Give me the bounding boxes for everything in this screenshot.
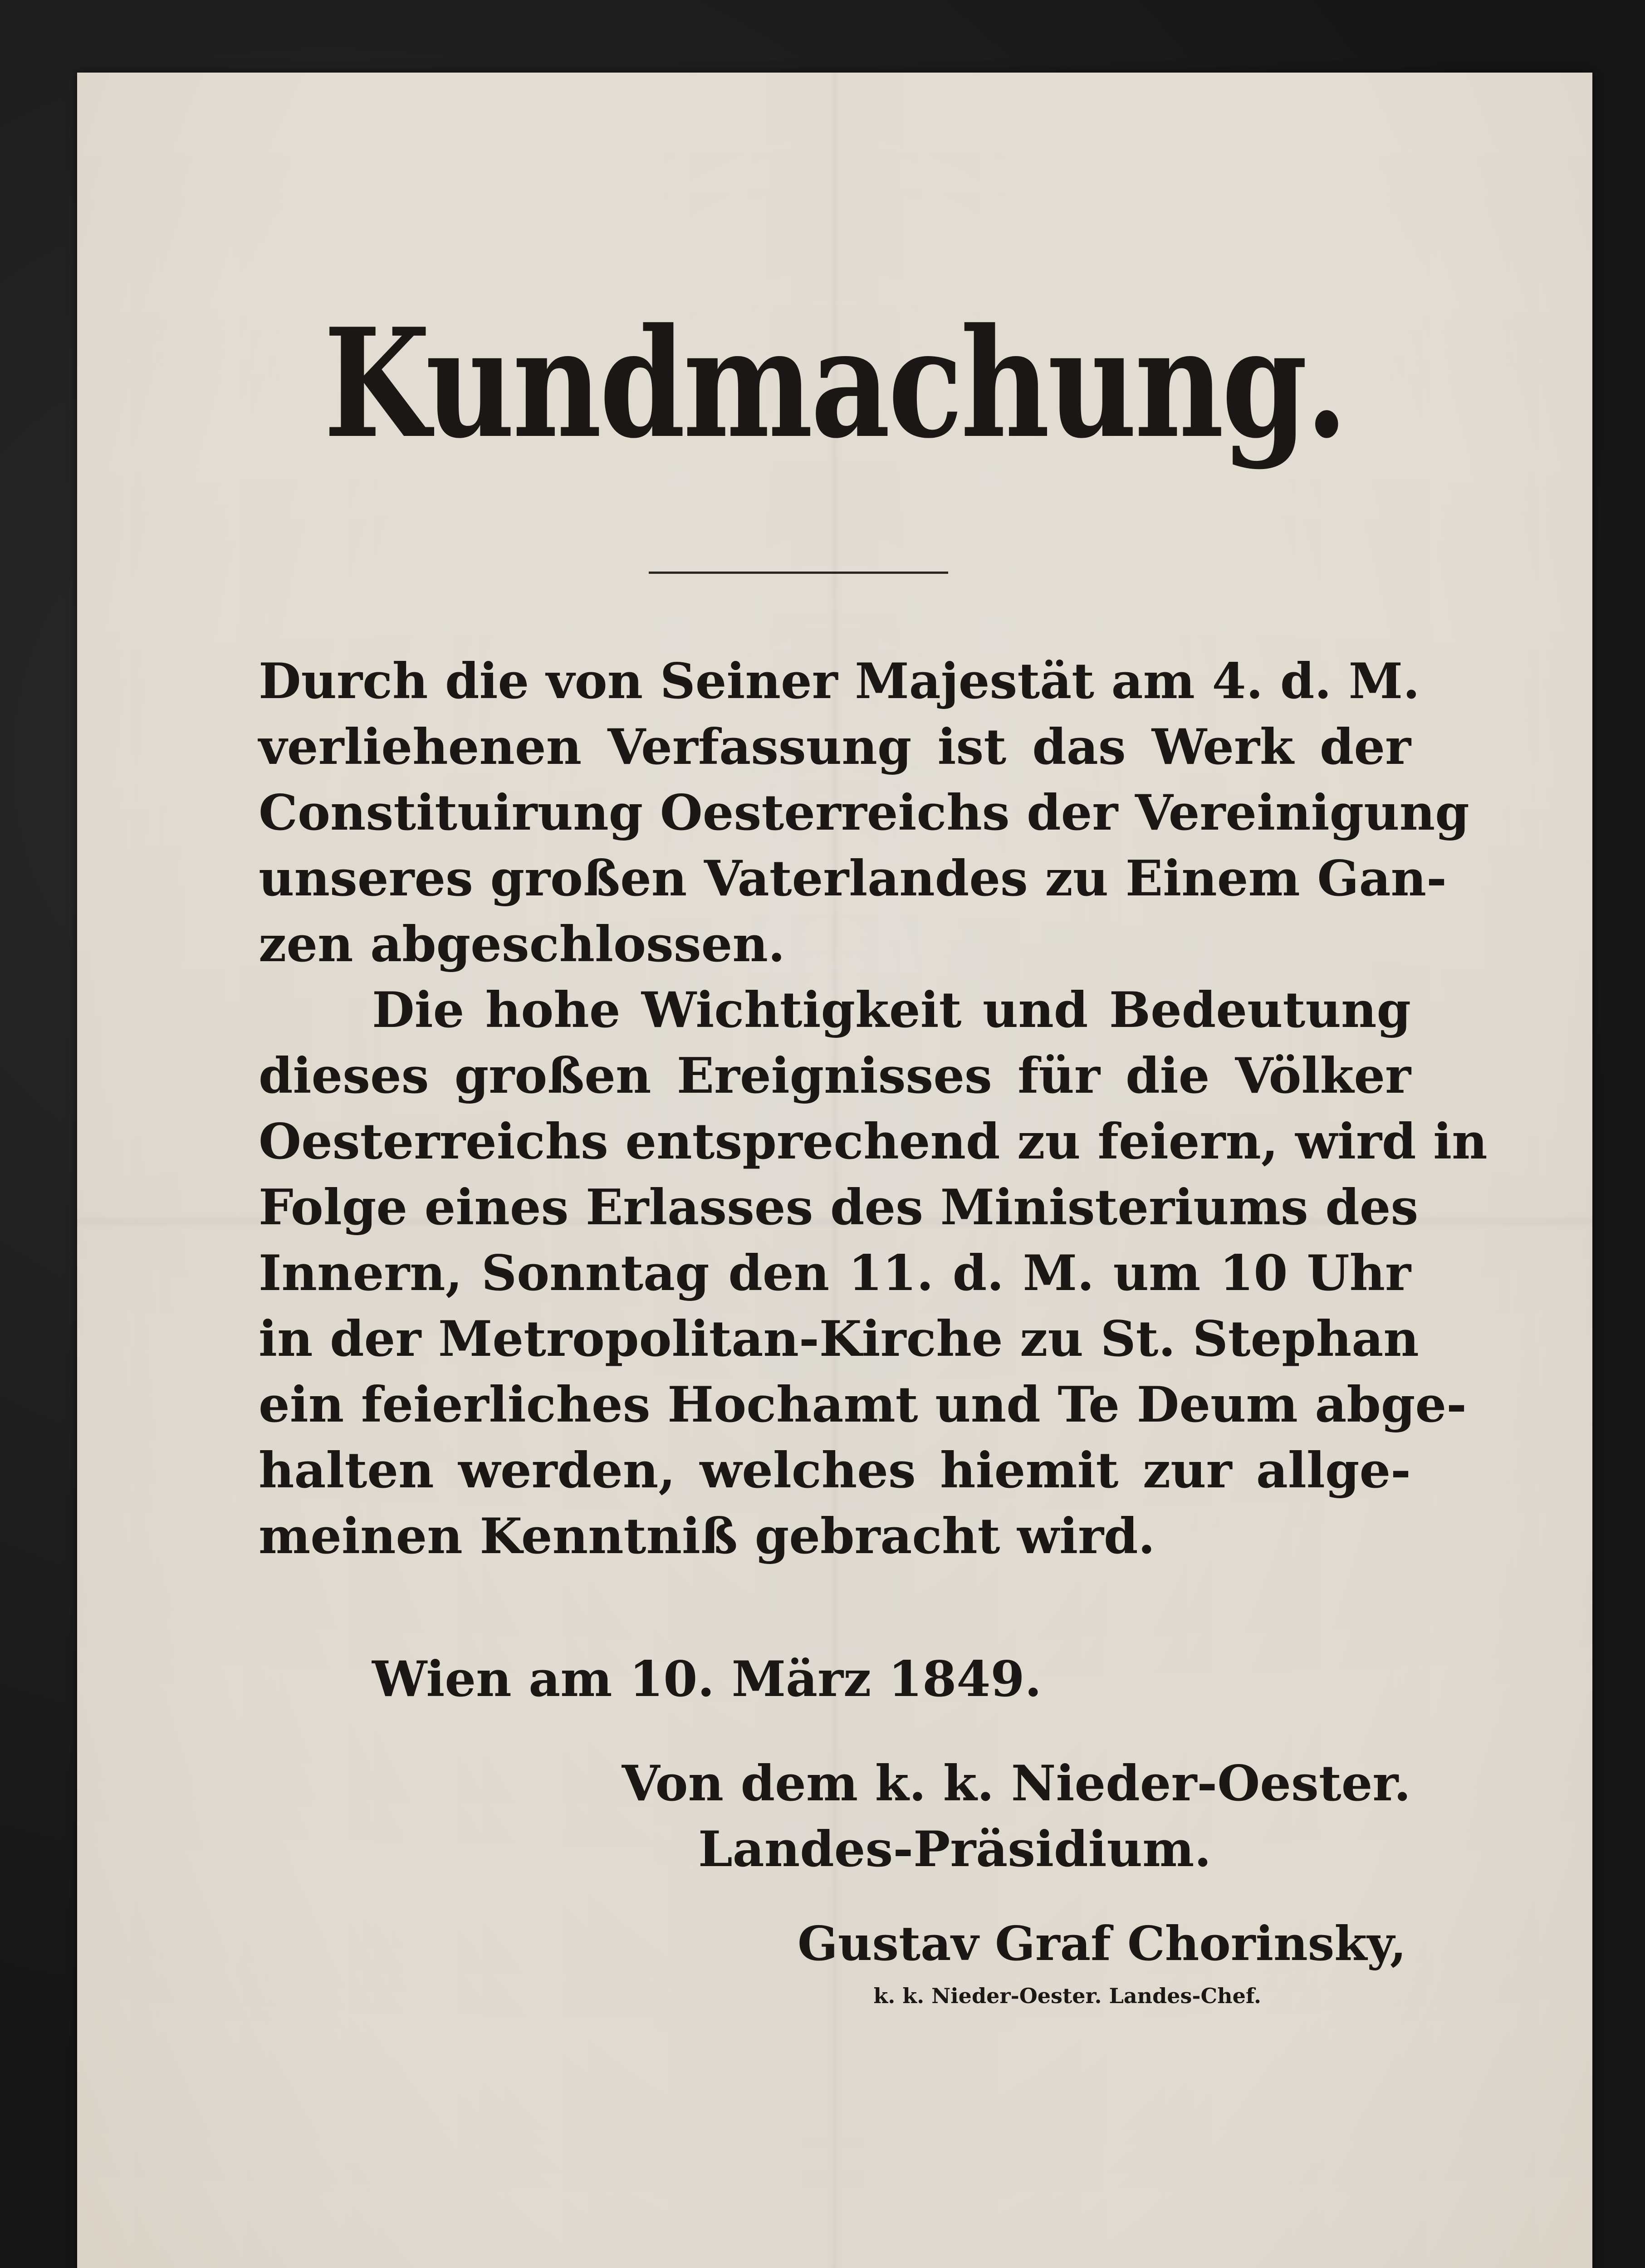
body-line: Durch die von Seiner Majestät am 4. d. M. [259, 653, 1420, 710]
body-line: meinen Kenntniß gebracht wird. [259, 1508, 1155, 1565]
signature-name: Gustav Graf Chorinsky, [798, 1916, 1406, 1971]
poster-title: Kundmachung. [323, 295, 1346, 471]
poster-sheet [77, 73, 1592, 2268]
body-line: zen abgeschlossen. [259, 916, 785, 973]
body-line: Folge eines Erlasses des Ministeriums des [259, 1179, 1419, 1236]
body-line: ein feierliches Hochamt und Te Deum abge- [259, 1376, 1467, 1433]
title-divider [649, 572, 948, 574]
body-line: Constituirung Oesterreichs der Vereinigung [259, 784, 1469, 841]
body-line: Die hohe Wichtigkeit und Bedeutung [372, 982, 1411, 1039]
signature-title: k. k. Nieder-Oester. Landes-Chef. [873, 1984, 1261, 2008]
body-line: halten werden, welches hiemit zur allge- [259, 1442, 1411, 1499]
issuing-authority [622, 1751, 1411, 1882]
body-line: Innern, Sonntag den 11. d. M. um 10 Uhr [259, 1245, 1411, 1302]
authority-line-2: Landes-Präsidium. [698, 1821, 1211, 1878]
body-line: unseres großen Vaterlandes zu Einem Gan- [259, 850, 1447, 907]
announcement-body [259, 649, 1488, 1569]
body-line: verliehenen Verfassung ist das Werk der [259, 719, 1411, 776]
date-line: Wien am 10. März 1849. [372, 1651, 1042, 1708]
body-line: Oesterreichs entsprechend zu feiern, wird in [259, 1113, 1488, 1170]
body-line: in der Metropolitan-Kirche zu St. Stephan [259, 1310, 1419, 1368]
body-line: dieses großen Ereignisses für die Völker [259, 1047, 1411, 1105]
authority-line-1: Von dem k. k. Nieder-Oester. [622, 1755, 1411, 1812]
